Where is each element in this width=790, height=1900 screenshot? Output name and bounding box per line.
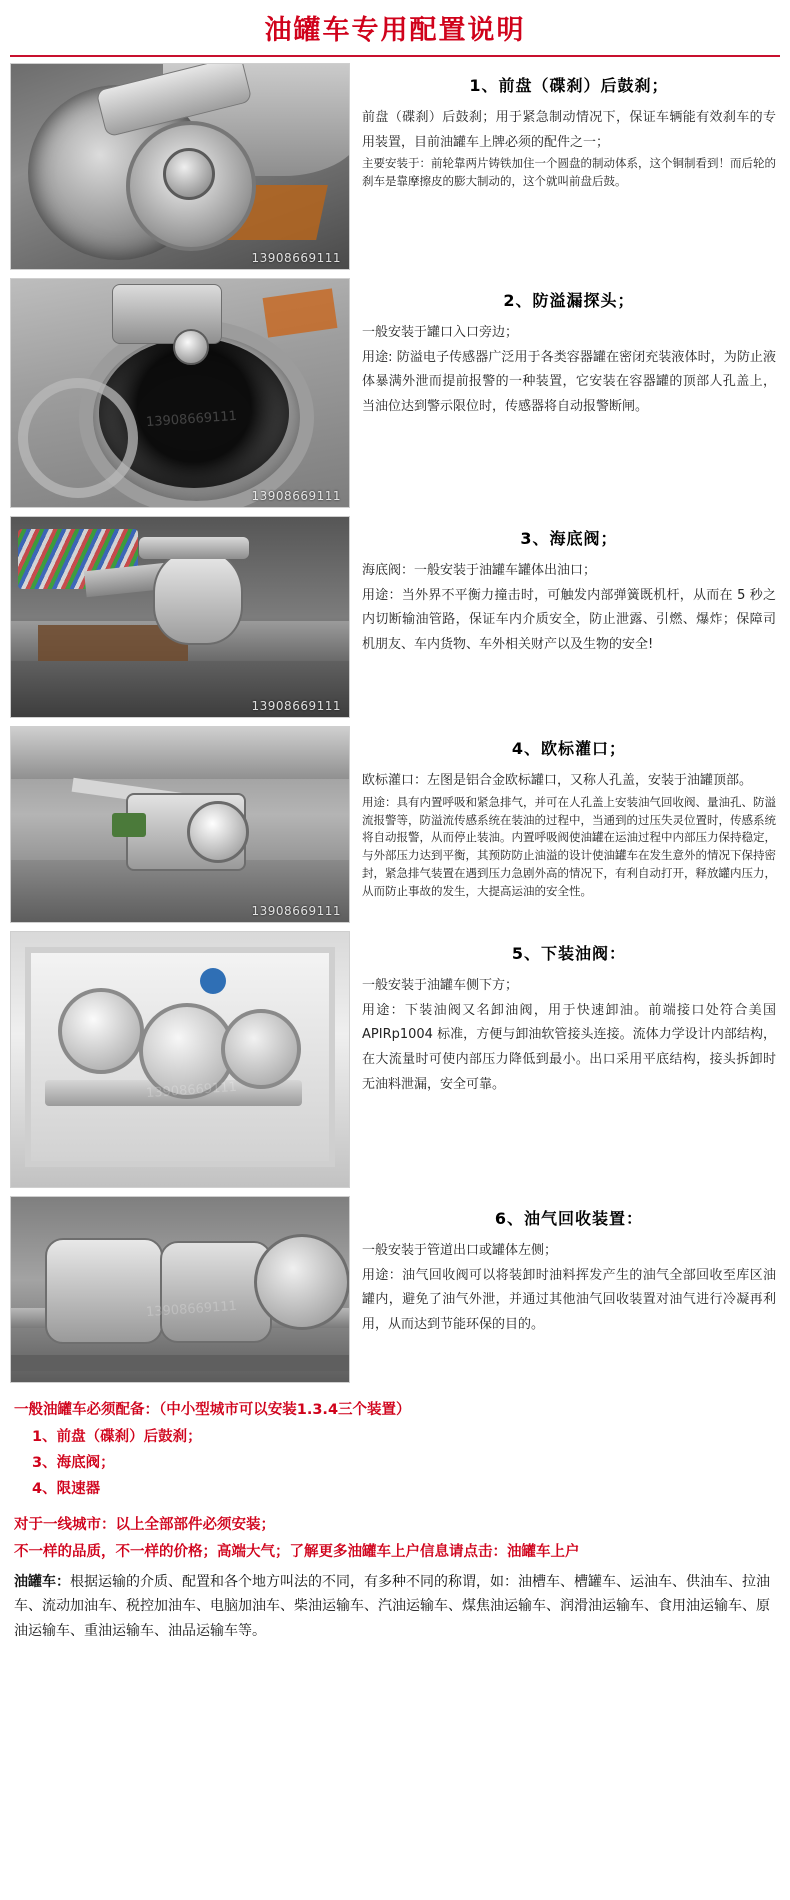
section-6-subtext: 一般安装于管道出口或罐体左侧； [362, 1243, 558, 1258]
section-6-body: 用途：油气回收阀可以将装卸时油料挥发产生的油气全部回收至库区油罐内，避免了油气外泄，并通过其他油气回收装置对油气进行冷凝再利用，从而达到节能环保的目的。 [362, 1267, 776, 1333]
photo-art [11, 279, 349, 507]
photo-watermark: 13908669111 [251, 251, 341, 265]
photo-ghost-watermark: 13908669111 [145, 1079, 238, 1101]
section-4 [10, 726, 780, 923]
section-4-heading: 4、欧标灌口； [511, 739, 627, 758]
section-1 [10, 63, 780, 270]
section-6 [10, 1196, 780, 1383]
section-2-heading: 2、防溢漏探头； [503, 291, 635, 310]
photo-euro-manhole [10, 726, 350, 923]
section-3-subtext: 海底阀：一般安装于油罐车罐体出油口； [362, 563, 597, 578]
photo-watermark: 13908669111 [251, 904, 341, 918]
photo-bottom-loading-valve [10, 931, 350, 1188]
section-2-text [350, 278, 780, 420]
section-1-body: 主要安装于：前轮靠两片铸铁加住一个圆盘的制动体系，这个铜制看到！而后轮的刹车是靠摩擦皮的膨大制动的，这个就叫前盘后鼓。 [362, 156, 776, 189]
section-5-heading: 5、下装油阀： [511, 944, 627, 963]
section-4-subtext: 欧标灌口：左图是铝合金欧标罐口，又称人孔盖，安装于油罐顶部。 [362, 773, 753, 788]
photo-art [11, 932, 349, 1187]
footer-list-item-1: 1、前盘（碟刹）后鼓刹； [32, 1428, 202, 1445]
photo-art [11, 517, 349, 717]
section-5-body: 用途：下装油阀又名卸油阀，用于快速卸油。前端接口处符合美国 APIRp1004 标准，方便与卸油软管接头连接。流体力学设计内部结构，在大流量时可使内部压力降低到最小。出口采用平底结构，接头拆卸时无油料泄漏，安全可靠。 [362, 1002, 776, 1092]
footer-list-item-2: 3、海底阀； [32, 1454, 115, 1471]
photo-ghost-watermark: 13908669111 [145, 409, 238, 431]
footer-list-item-3: 4、限速器 [32, 1481, 101, 1497]
photo-vapor-recovery [10, 1196, 350, 1383]
section-5-text [350, 931, 780, 1097]
section-2-body: 用途: 防溢电子传感器广泛用于各类容器罐在密闭充装液体时，为防止液体暴满外泄而提前报警的一种装置，它安装在容器罐的顶部人孔盖上，当油位达到警示限位时，传感器将自动报警断闸。 [362, 349, 776, 415]
photo-ghost-watermark: 13908669111 [145, 1299, 238, 1321]
photo-brake-assembly [10, 63, 350, 270]
footer-notes [10, 1391, 780, 1643]
footer-required-config: 一般油罐车必须配备：（中小型城市可以安装1.3.4三个装置） [14, 1402, 411, 1418]
section-2 [10, 278, 780, 508]
photo-foot-valve [10, 516, 350, 718]
section-3-text [350, 516, 780, 658]
section-4-body: 用途：具有内置呼吸和紧急排气，并可在人孔盖上安装油气回收阀、量油孔、防溢流报警等，防溢流传感系统在装油的过程中，当通到的过压失灵位置时，传感系统将自动报警，从而停止装油。内置呼吸阀使油罐在运油过程中内部压力保持稳定，与外部压力达到平衡，其预防防止油溢的设计使油罐车在发生意外的情况下保持密封，紧急排气装置在遇到压力急剧外高的情况下，有利自动打开，释放罐内压力，从而防止事故的发生，大提高运油的安全性。 [362, 794, 776, 898]
photo-art [11, 727, 349, 922]
footer-naming-label: 油罐车： [14, 1573, 70, 1590]
footer-naming-text: 根据运输的介质、配置和各个地方叫法的不同，有多种不同的称谓，如：油槽车、槽罐车、运油车、供油车、拉油车、流动加油车、税控加油车、电脑加油车、柴油运输车、汽油运输车、煤焦油运输车、润滑油运输车、食用油运输车、原油运输车、重油运输车、油品运输车等。 [14, 1573, 770, 1639]
section-5 [10, 931, 780, 1188]
section-3-heading: 3、海底阀； [520, 529, 618, 548]
photo-art [11, 1197, 349, 1382]
footer-tier1-city-note: 对于一线城市：以上全部部件必须安装； [14, 1517, 275, 1534]
section-4-text [350, 726, 780, 901]
section-1-subtext: 前盘（碟刹）后鼓刹；用于紧急制动情况下，保证车辆能有效刹车的专用装置，目前油罐车上牌必须的配件之一； [362, 110, 776, 150]
page-title: 油罐车专用配置说明 [10, 0, 780, 57]
section-1-text [350, 63, 780, 191]
section-2-subtext: 一般安装于罐口入口旁边； [362, 325, 519, 340]
section-3 [10, 516, 780, 718]
section-6-text [350, 1196, 780, 1338]
section-1-heading: 1、前盘（碟刹）后鼓刹； [469, 76, 669, 95]
footer-naming-note [14, 1570, 776, 1644]
section-6-heading: 6、油气回收装置： [494, 1209, 644, 1228]
section-3-body: 用途：当外界不平衡力撞击时，可触发内部弹簧既机杆，从而在 5 秒之内切断输油管路，保证车内介质安全，防止泄露、引燃、爆炸；保障司机朋友、车内货物、车外相关财产以及生物的安全! [362, 587, 776, 653]
section-5-subtext: 一般安装于油罐车侧下方； [362, 978, 519, 993]
photo-watermark: 13908669111 [251, 699, 341, 713]
photo-watermark: 13908669111 [251, 489, 341, 503]
footer-quality-note: 不一样的品质，不一样的价格；高端大气；了解更多油罐车上户信息请点击：油罐车上户 [14, 1543, 580, 1560]
photo-art [11, 64, 349, 269]
photo-overflow-probe [10, 278, 350, 508]
